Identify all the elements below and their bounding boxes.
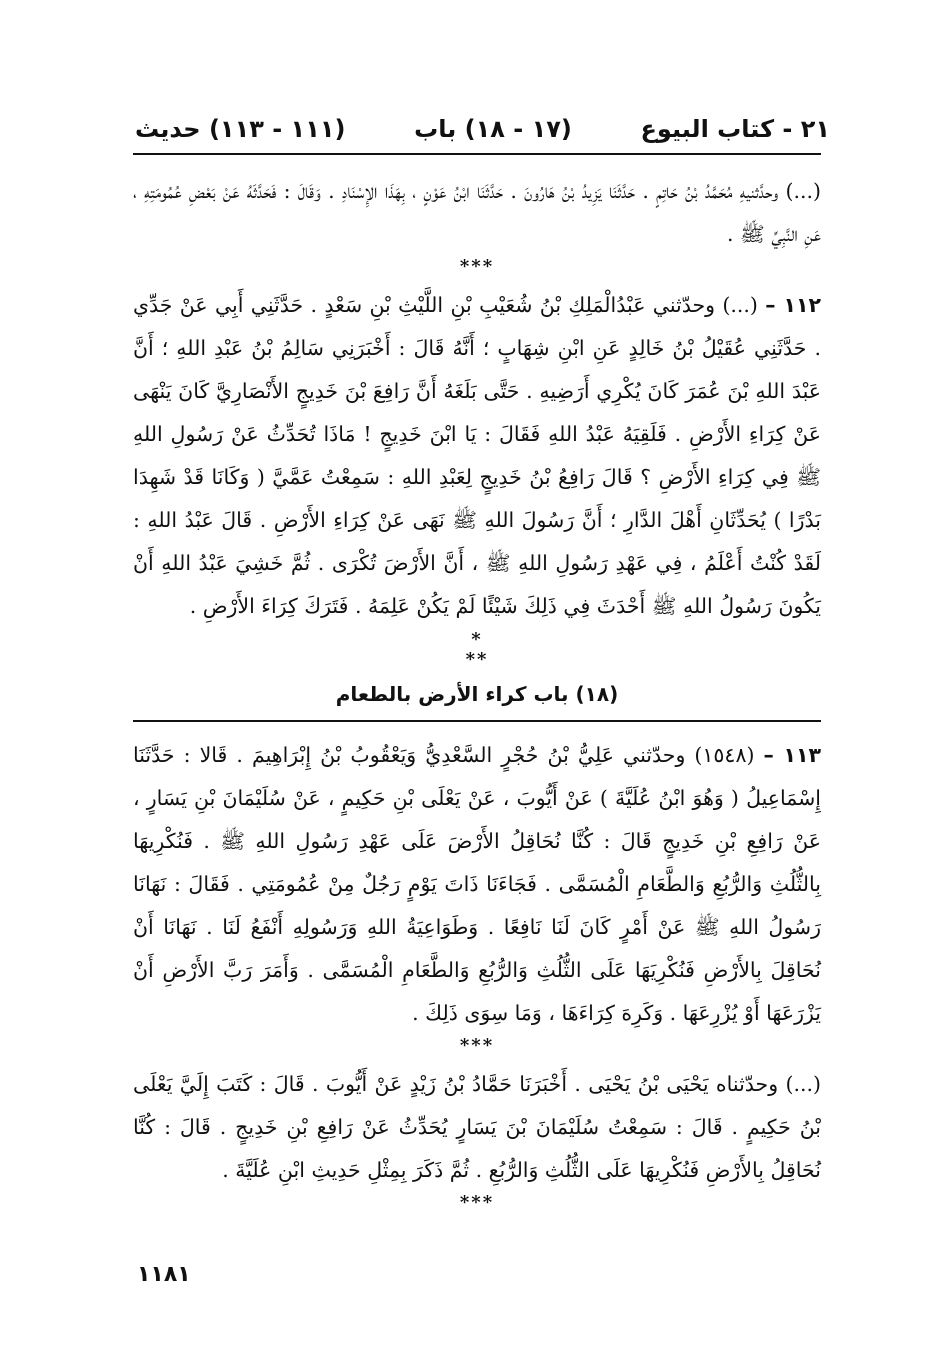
paragraph-hadith-113-variant: (...) وحدّثناه يَحْيَى بْنُ يَحْيَى . أَخْبَرَنَا حَمَّادُ بْنُ زَيْدٍ عَنْ أَيُّوبَ . قَالَ : كَتَبَ إِلَيَّ يَعْلَى بْنُ حَكِيمٍ . قَالَ : سَمِعْتُ سُلَيْمَانَ بْنَ يَسَارٍ يُحَدِّثُ عَنْ رَافِعِ بْنِ خَدِيجٍ . قَالَ : كُنَّا نُحَاقِلُ بِالأَرْضِ فَنُكْرِيهَا عَلَى الثُّلُثِ وَالرُّبُعِ . ثُمَّ ذَكَرَ بِمِثْلِ حَدِيثِ ابْنِ عُلَيَّةَ . bbox=[133, 1072, 821, 1182]
separator-stars: *** bbox=[459, 1192, 495, 1213]
hadith-number: ١١٣ – bbox=[763, 743, 821, 767]
chapter-heading: (١٨) باب كراء الأرض بالطعام bbox=[335, 682, 619, 706]
paragraph-hadith-112 bbox=[133, 284, 821, 628]
hadith-text: (...) وحدّثني عَبْدُالْمَلِكِ بْنُ شُعَيْبِ بْنِ اللَّيْثِ بْنِ سَعْدٍ . حَدَّثَنِي أَبِي عَنْ جَدِّي . حَدَّثَنِي عُقَيْلُ بْنُ خَالِدٍ عَنِ ابْنِ شِهَابٍ ؛ أَنَّهُ قَالَ : أَخْبَرَنِي سَالِمُ بْنُ عَبْدِ اللهِ ؛ أَنَّ عَبْدَ اللهِ بْنَ عُمَرَ كَانَ يُكْرِي أَرَضِيهِ . حَتَّى بَلَغَهُ أَنَّ رَافِعَ بْنَ خَدِيجٍ الأَنْصَارِيَّ كَانَ يَنْهَى عَنْ كِرَاءِ الأَرْضِ . فَلَقِيَهُ عَبْدُ اللهِ فَقَالَ : يَا ابْنَ خَدِيجٍ ! مَاذَا تُحَدِّثُ عَنْ رَسُولِ اللهِ ﷺ فِي كِرَاءِ الأَرْضِ ؟ قَالَ رَافِعُ بْنُ خَدِيجٍ لِعَبْدِ اللهِ : سَمِعْتُ عَمَّيَّ ( وَكَانَا قَدْ شَهِدَا بَدْرًا ) يُحَدِّثَانِ أَهْلَ الدَّارِ ؛ أَنَّ رَسُولَ اللهِ ﷺ نَهَى عَنْ كِرَاءِ الأَرْضِ . قَالَ عَبْدُ اللهِ : لَقَدْ كُنْتُ أَعْلَمُ ، فِي عَهْدِ رَسُولِ اللهِ ﷺ ، أَنَّ الأَرْضَ تُكْرَى . ثُمَّ خَشِيَ عَبْدُ اللهِ أَنْ يَكُونَ رَسُولُ اللهِ ﷺ أَحْدَثَ فِي ذَلِكَ شَيْئًا لَمْ يَكُنْ عَلِمَهُ . فَتَرَكَ كِرَاءَ الأَرْضِ . bbox=[133, 293, 821, 618]
paragraph-hadith-113 bbox=[133, 734, 821, 1035]
hadith-text: (١٥٤٨) وحدّثني عَلِيُّ بْنُ حُجْرٍ السَّعْدِيُّ وَيَعْقُوبُ بْنُ إِبْرَاهِيمَ . قَالا : حَدَّثَنَا إِسْمَاعِيلُ ( وَهُوَ ابْنُ عُلَيَّةَ ) عَنْ أَيُّوبَ ، عَنْ يَعْلَى بْنِ حَكِيمٍ ، عَنْ سُلَيْمَانَ بْنِ يَسَارٍ ، عَنْ رَافِعِ بْنِ خَدِيجٍ قَالَ : كُنَّا نُحَاقِلُ الأَرْضَ عَلَى عَهْدِ رَسُولِ اللهِ ﷺ . فَنُكْرِيهَا بِالثُّلُثِ وَالرُّبُعِ وَالطَّعَامِ الْمُسَمَّى . فَجَاءَنَا ذَاتَ يَوْمٍ رَجُلٌ مِنْ عُمُومَتِي . فَقَالَ : نَهَانَا رَسُولُ اللهِ ﷺ عَنْ أَمْرٍ كَانَ لَنَا نَافِعًا . وَطَوَاعِيَةُ اللهِ وَرَسُولِهِ أَنْفَعُ لَنَا . نَهَانَا أَنْ نُحَاقِلَ بِالأَرْضِ فَنُكْرِيَهَا عَلَى الثُّلُثِ وَالرُّبُعِ وَالطَّعَامِ الْمُسَمَّى . وَأَمَرَ رَبَّ الأَرْضِ أَنْ يَزْرَعَهَا أَوْ يُزْرِعَهَا . وَكَرِهَ كِرَاءَهَا ، وَمَا سِوَى ذَلِكَ . bbox=[133, 743, 821, 1025]
separator-stars-bottom: ** bbox=[465, 649, 489, 670]
separator-stars-triangle bbox=[133, 630, 821, 670]
header-bab-range: (١٧ - ١٨) باب bbox=[414, 115, 572, 143]
chapter-rule bbox=[133, 720, 821, 722]
separator-star-top: * bbox=[471, 629, 483, 650]
text-body bbox=[133, 170, 821, 1220]
running-header bbox=[135, 108, 830, 150]
paragraph-hadith-111-variant: (...) وحدَّثنيهِ مُحَمَّدُ بْنُ حَاتِمٍ . حَدَّثَنَا يَزِيدُ بْنُ هَارُونَ . حَدَّثَنَا ابْنُ عَوْنٍ ، بِهَذَا الإِسْنَادِ . وَقَالَ : فَحَدَّثَهُ عَنْ بَعْضِ عُمُومَتِهِ ، عَنِ النَّبِيِّ ﷺ . bbox=[133, 179, 821, 246]
header-book-title: ٢١ - كتاب البيوع bbox=[640, 115, 830, 143]
hadith-number: ١١٢ – bbox=[765, 293, 821, 317]
header-hadith-range: (١١١ - ١١٣) حديث bbox=[135, 115, 346, 143]
header-rule bbox=[133, 153, 821, 155]
separator-stars: *** bbox=[459, 256, 495, 277]
separator-stars: *** bbox=[459, 1035, 495, 1056]
page-number: ١١٨١ bbox=[137, 1262, 191, 1287]
